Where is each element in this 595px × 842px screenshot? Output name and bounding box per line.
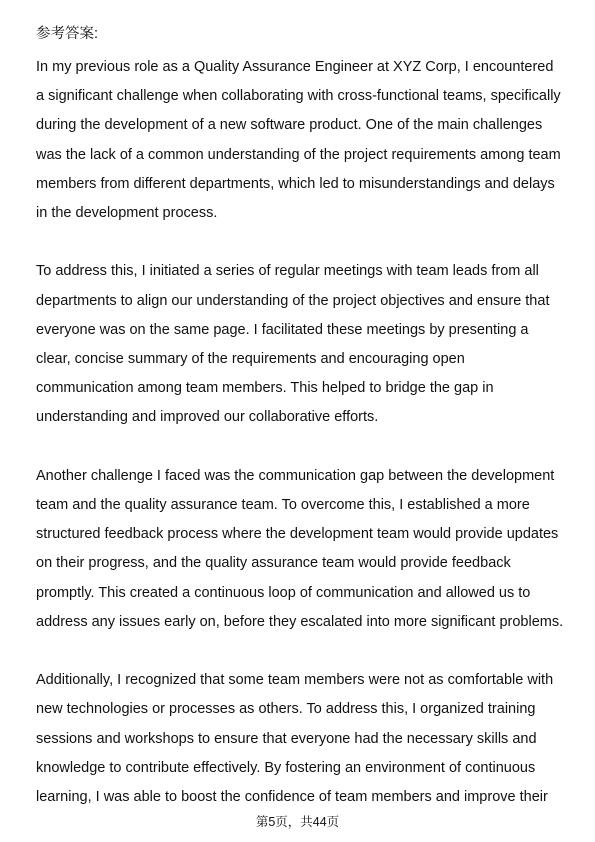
paragraph-2 (36, 257, 566, 432)
text-line: understanding and improved our collaborative efforts. (36, 409, 379, 426)
paragraph-3 (36, 462, 566, 637)
text-line: To address this, I initiated a series of regular meetings with team leads from all (36, 263, 539, 280)
text-line: knowledge to contribute effectively. By fostering an environment of continuous (36, 759, 536, 776)
answer-content (36, 24, 566, 841)
text-line: team and the quality assurance team. To overcome this, I established a more (36, 497, 530, 514)
text-line: during the development of a new software product. One of the main challenges (36, 117, 543, 134)
text-line: address any issues early on, before they escalated into more significant problems. (36, 613, 564, 630)
answer-label: 参考答案: (36, 26, 99, 42)
text-line: learning, I was able to boost the confidence of team members and improve their (36, 789, 548, 806)
text-line: sessions and workshops to ensure that everyone had the necessary skills and (36, 730, 537, 747)
paragraph-4 (36, 666, 566, 812)
text-line: clear, concise summary of the requirements and encouraging open (36, 351, 465, 368)
text-line: members from different departments, which led to misunderstandings and delays (36, 175, 555, 192)
text-line: In my previous role as a Quality Assurance Engineer at XYZ Corp, I encountered (36, 59, 554, 75)
text-line: structured feedback process where the development team would provide updates (36, 526, 559, 543)
text-line: in the development process. (36, 205, 218, 222)
text-line: communication among team members. This helped to bridge the gap in (36, 380, 494, 397)
page-number: 第5页，共44页 (255, 815, 340, 829)
text-line: everyone was on the same page. I facilitated these meetings by presenting a (36, 321, 529, 338)
paragraph-1 (36, 53, 566, 228)
text-line: on their progress, and the quality assurance team would provide feedback (36, 555, 511, 572)
text-line: Additionally, I recognized that some team members were not as comfortable with (36, 672, 554, 689)
text-line: new technologies or processes as others. To address this, I organized training (36, 701, 536, 718)
text-line: promptly. This created a continuous loop of communication and allowed us to (36, 584, 531, 601)
text-line: Another challenge I faced was the communication gap between the development (36, 467, 555, 484)
text-line: departments to align our understanding of the project objectives and ensure that (36, 292, 550, 309)
text-line: a significant challenge when collaborating with cross-functional teams, specifically (36, 88, 561, 105)
text-line: was the lack of a common understanding of the project requirements among team (36, 146, 561, 163)
